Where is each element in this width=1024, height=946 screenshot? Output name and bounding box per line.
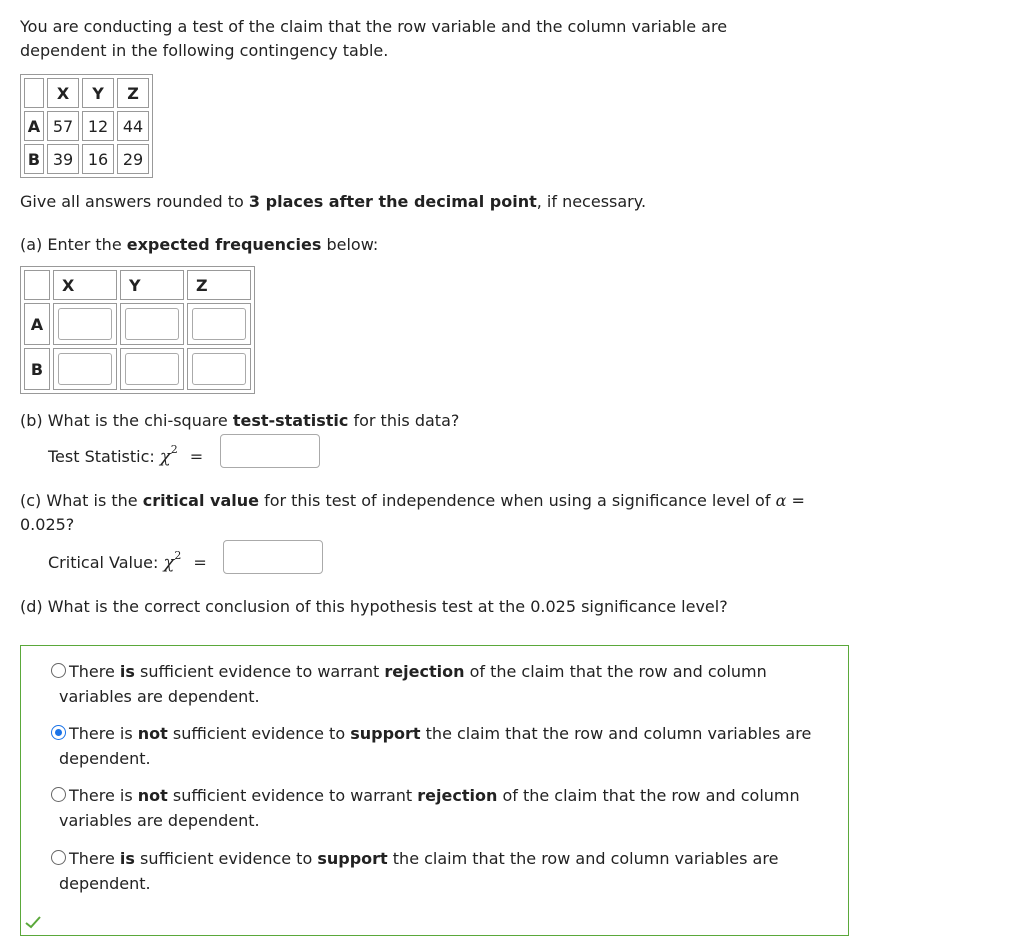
column-header-x: X bbox=[47, 78, 79, 108]
expected-a-x-input[interactable] bbox=[58, 308, 112, 340]
radio-button-selected[interactable] bbox=[51, 725, 66, 740]
expected-cell-a-y bbox=[120, 303, 184, 345]
intro-line-1: You are conducting a test of the claim that the row variable and the column variable are bbox=[20, 17, 728, 36]
option-text-line-2: variables are dependent. bbox=[59, 811, 260, 830]
cell-b-y: 16 bbox=[82, 144, 114, 174]
cell-a-z: 44 bbox=[117, 111, 149, 141]
radio-button[interactable] bbox=[51, 787, 66, 802]
option-text bbox=[69, 783, 831, 808]
option-text-part: There bbox=[69, 849, 120, 868]
part-b-bold: test-statistic bbox=[232, 411, 349, 430]
option-text-part: sufficient evidence to warrant bbox=[167, 786, 418, 805]
option-text-part: of the claim that the row and column bbox=[497, 786, 800, 805]
conclusion-option-1[interactable] bbox=[51, 659, 831, 709]
test-statistic-label bbox=[48, 438, 203, 469]
expected-a-y-input[interactable] bbox=[125, 308, 179, 340]
part-c-prompt bbox=[20, 489, 805, 513]
option-text-bold: support bbox=[350, 724, 421, 743]
column-header-x: X bbox=[53, 270, 117, 300]
rounding-note-bold: 3 places after the decimal point bbox=[248, 192, 537, 211]
conclusion-option-2[interactable] bbox=[51, 721, 831, 771]
test-statistic-label-text: Test Statistic: bbox=[48, 447, 160, 466]
critical-value-label bbox=[48, 544, 207, 575]
table-row bbox=[24, 111, 149, 141]
cell-b-z: 29 bbox=[117, 144, 149, 174]
contingency-table bbox=[20, 74, 153, 178]
row-header-b: B bbox=[24, 144, 44, 174]
column-header-y: Y bbox=[82, 78, 114, 108]
expected-b-z-input[interactable] bbox=[192, 353, 246, 385]
part-b-prompt bbox=[20, 409, 459, 433]
chi-symbol: χ bbox=[163, 552, 175, 573]
column-header-z: Z bbox=[117, 78, 149, 108]
conclusion-choices bbox=[20, 645, 849, 936]
alpha-equals: = bbox=[786, 491, 805, 510]
option-text-bold: rejection bbox=[417, 786, 498, 805]
part-a-bold: expected frequencies bbox=[126, 235, 322, 254]
radio-button[interactable] bbox=[51, 663, 66, 678]
cell-a-x: 57 bbox=[47, 111, 79, 141]
expected-cell-b-y bbox=[120, 348, 184, 390]
table-row bbox=[24, 303, 251, 345]
rounding-note bbox=[20, 190, 646, 214]
table-row bbox=[24, 144, 149, 174]
expected-a-z-input[interactable] bbox=[192, 308, 246, 340]
option-text-bold: rejection bbox=[384, 662, 465, 681]
chi-exponent: 2 bbox=[170, 443, 178, 456]
option-text-line-2: variables are dependent. bbox=[59, 687, 260, 706]
chi-symbol: χ bbox=[159, 446, 171, 467]
table-row bbox=[24, 348, 251, 390]
option-text-part: sufficient evidence to bbox=[167, 724, 351, 743]
equals-sign: = bbox=[193, 553, 207, 572]
option-text bbox=[69, 721, 831, 746]
critical-value-input[interactable] bbox=[223, 540, 323, 574]
table-corner bbox=[24, 270, 50, 300]
column-header-y: Y bbox=[120, 270, 184, 300]
option-text-bold: not bbox=[137, 786, 168, 805]
cell-b-x: 39 bbox=[47, 144, 79, 174]
option-text-part: of the claim that the row and column bbox=[464, 662, 767, 681]
option-text-bold: is bbox=[119, 849, 135, 868]
row-header-a: A bbox=[24, 111, 44, 141]
part-a-pre: (a) Enter the bbox=[20, 235, 127, 254]
expected-b-y-input[interactable] bbox=[125, 353, 179, 385]
part-c-post: for this test of independence when using a significance level of bbox=[258, 491, 776, 510]
critical-value-label-text: Critical Value: bbox=[48, 553, 164, 572]
part-d-prompt: (d) What is the correct conclusion of this hypothesis test at the 0.025 significance level? bbox=[20, 597, 728, 616]
part-a-prompt bbox=[20, 233, 378, 257]
option-text bbox=[69, 846, 831, 871]
expected-cell-b-z bbox=[187, 348, 251, 390]
equals-sign: = bbox=[189, 447, 204, 466]
conclusion-option-4[interactable] bbox=[51, 846, 831, 896]
option-text-line-2: dependent. bbox=[59, 749, 151, 768]
intro-line-2: dependent in the following contingency table. bbox=[20, 41, 389, 60]
rounding-note-post: , if necessary. bbox=[536, 192, 647, 211]
alpha-symbol: α bbox=[775, 491, 787, 510]
part-b-post: for this data? bbox=[348, 411, 460, 430]
option-text-part: There bbox=[69, 662, 120, 681]
option-text-part: the claim that the row and column variables are bbox=[387, 849, 779, 868]
expected-cell-a-z bbox=[187, 303, 251, 345]
expected-frequency-table bbox=[20, 266, 255, 394]
part-c-bold: critical value bbox=[142, 491, 259, 510]
option-text-part: There is bbox=[69, 724, 138, 743]
expected-b-x-input[interactable] bbox=[58, 353, 112, 385]
row-header-b: B bbox=[24, 348, 50, 390]
part-b-pre: (b) What is the chi-square bbox=[20, 411, 233, 430]
part-c-pre: (c) What is the bbox=[20, 491, 143, 510]
option-text-bold: is bbox=[119, 662, 135, 681]
option-text-part: the claim that the row and column variables are bbox=[420, 724, 812, 743]
conclusion-option-3[interactable] bbox=[51, 783, 831, 833]
column-header-z: Z bbox=[187, 270, 251, 300]
test-statistic-input[interactable] bbox=[220, 434, 320, 468]
option-text-line-2: dependent. bbox=[59, 874, 151, 893]
expected-cell-b-x bbox=[53, 348, 117, 390]
option-text bbox=[69, 659, 831, 684]
option-text-part: sufficient evidence to bbox=[134, 849, 318, 868]
chi-exponent: 2 bbox=[174, 549, 182, 562]
table-corner bbox=[24, 78, 44, 108]
part-c-prompt-line-2: 0.025? bbox=[20, 515, 75, 534]
option-text-bold: support bbox=[317, 849, 388, 868]
checkmark-icon bbox=[25, 915, 41, 929]
radio-button[interactable] bbox=[51, 850, 66, 865]
rounding-note-pre: Give all answers rounded to bbox=[20, 192, 249, 211]
row-header-a: A bbox=[24, 303, 50, 345]
cell-a-y: 12 bbox=[82, 111, 114, 141]
option-text-part: There is bbox=[69, 786, 138, 805]
option-text-bold: not bbox=[137, 724, 168, 743]
part-a-post: below: bbox=[321, 235, 379, 254]
option-text-part: sufficient evidence to warrant bbox=[134, 662, 385, 681]
expected-cell-a-x bbox=[53, 303, 117, 345]
